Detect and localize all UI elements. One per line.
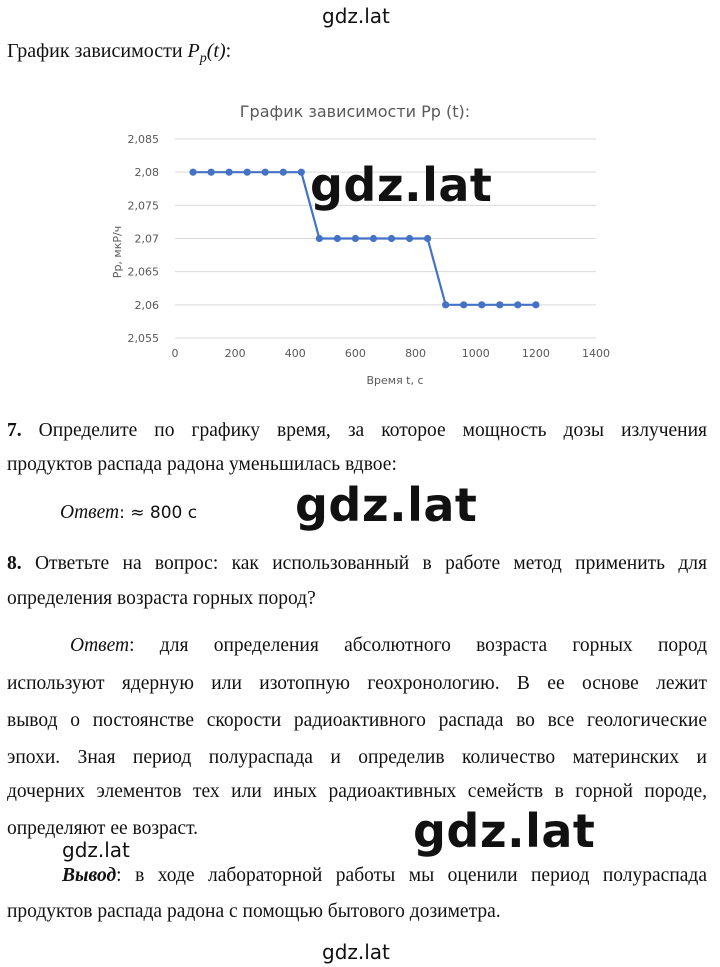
y-tick-label: 2,08 — [134, 166, 159, 180]
q8-answer-line6: определяют ее возраст. — [7, 818, 199, 839]
data-point — [207, 169, 214, 176]
chart-heading-text: График зависимости — [7, 40, 188, 62]
y-tick-label: 2,065 — [127, 265, 159, 279]
dose-rate-chart — [95, 90, 625, 390]
data-point — [478, 301, 485, 308]
data-point — [334, 235, 341, 242]
data-point — [244, 169, 251, 176]
data-point — [189, 169, 196, 176]
watermark-bottom: gdz.lat — [322, 940, 390, 964]
q8-number: 8. — [7, 553, 22, 574]
data-point — [352, 235, 359, 242]
data-point — [496, 301, 503, 308]
conclusion-line1 — [62, 863, 707, 889]
q8-answer-line2: используют ядерную или изотопную геохронологию. В ее основе лежит — [7, 673, 707, 694]
q7-line2: продуктов распада радона уменьшилась вдвое: — [7, 454, 397, 475]
conclusion-label: Вывод — [62, 865, 117, 886]
formula-arg: (t) — [206, 40, 226, 62]
y-tick-label: 2,085 — [127, 133, 159, 146]
y-axis-label: Pp, мкР/ч — [111, 225, 124, 279]
q8-answer-line1 — [70, 633, 707, 659]
data-point — [370, 235, 377, 242]
x-tick-label: 800 — [405, 347, 427, 360]
q7-text1: Определите по графику время, за которое мощность дозы излучения — [38, 420, 707, 441]
x-tick-label: 1400 — [582, 347, 610, 360]
chart-title: График зависимости Pp (t): — [239, 102, 471, 121]
x-tick-label: 1000 — [461, 347, 490, 360]
watermark-answer8: gdz.lat — [413, 804, 596, 858]
y-tick-label: 2,055 — [127, 332, 159, 345]
watermark-top: gdz.lat — [322, 4, 390, 28]
data-point — [280, 169, 287, 176]
x-tick-label: 600 — [344, 347, 366, 360]
watermark-conclusion: gdz.lat — [62, 838, 130, 862]
data-point — [388, 235, 395, 242]
data-point — [514, 301, 521, 308]
chart-heading-colon: : — [225, 40, 232, 62]
data-point — [316, 235, 323, 242]
x-tick-label: 0 — [171, 347, 179, 360]
q8-answer-label: Ответ — [70, 635, 130, 656]
x-tick-label: 200 — [224, 347, 246, 360]
q7-number: 7. — [7, 420, 22, 441]
conclusion-line2: продуктов распада радона с помощью бытового дозиметра. — [7, 901, 501, 922]
chart-heading — [7, 38, 707, 72]
y-tick-label: 2,07 — [134, 232, 159, 246]
q7-answer-value: : ≈ 800 c — [119, 503, 198, 523]
data-point — [442, 301, 449, 308]
q8-answer-line5: дочерних элементов тех или иных радиоактивных семейств в горной породе, — [7, 781, 707, 802]
conclusion-text1: : в ходе лабораторной работы мы оценили период полураспада — [116, 865, 707, 886]
q7-answer-label: Ответ — [60, 502, 120, 523]
q7-answer — [60, 500, 720, 526]
q8-answer-text1: : для определения абсолютного возраста горных пород — [129, 635, 707, 656]
formula-sub: p — [199, 51, 207, 66]
x-axis-label: Время t, c — [366, 374, 424, 387]
data-point — [298, 169, 305, 176]
x-tick-label: 1200 — [521, 347, 550, 360]
q8-text1: Ответьте на вопрос: как использованный в работе метод применить для — [34, 553, 708, 574]
q8-line2: определения возраста горных пород? — [7, 588, 316, 609]
watermark-chart: gdz.lat — [310, 158, 493, 212]
data-point — [532, 301, 539, 308]
formula-main: P — [187, 40, 200, 62]
x-tick-label: 400 — [284, 347, 306, 360]
data-point — [262, 169, 269, 176]
q8-line1 — [7, 551, 707, 577]
y-tick-label: 2,075 — [127, 199, 159, 213]
data-point — [460, 301, 467, 308]
q8-answer-line4: эпохи. Зная период полураспада и определив количество материнских и — [7, 747, 707, 768]
q8-answer-line3: вывод о постоянстве скорости радиоактивного распада во все геологические — [7, 710, 707, 731]
data-point — [226, 169, 233, 176]
watermark-answer7: gdz.lat — [295, 478, 478, 532]
q7-line1 — [7, 418, 707, 444]
data-point — [406, 235, 413, 242]
data-point — [424, 235, 431, 242]
y-tick-label: 2,06 — [134, 298, 159, 312]
